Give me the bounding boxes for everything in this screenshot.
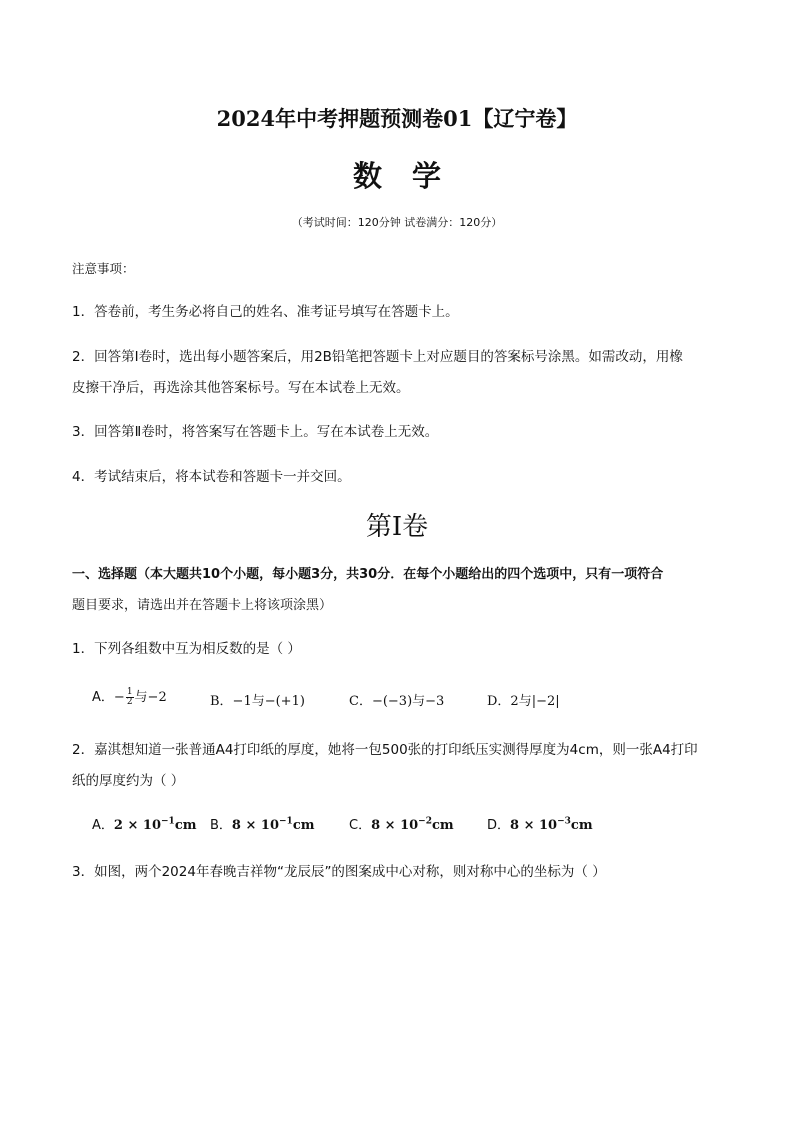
question-2-stem-line2: 纸的厚度约为（ ） [72,773,185,789]
q2-option-c: C．$8 \times 10^{-2}cm$ [349,816,454,833]
note-item-3: 3．回答第Ⅱ卷时，将答案写在答题卡上。写在本试卷上无效。 [72,424,439,440]
notes-heading: 注意事项： [72,261,135,276]
q1-option-b: B．−1与−(+1) [210,694,305,709]
section-intro-line1: 一、选择题（本大题共10个小题，每小题3分，共30分．在每个小题给出的四个选项中，只有一项符合 [72,567,664,582]
subject-title [0,154,794,195]
q1-fraction: $\frac{1}{2}$ [126,687,133,707]
q2-option-a: A．$2 \times 10^{-1}cm$ [92,816,197,833]
note-item-1: 1．答卷前，考生务必将自己的姓名、准考证号填写在答题卡上。 [72,304,459,320]
q2-option-d: D．$8 \times 10^{-3}cm$ [487,816,593,833]
subject-char-2: 学 [412,159,442,193]
section-title: 第Ⅰ卷 [365,512,429,542]
note-item-4: 4．考试结束后，将本试卷和答题卡一并交回。 [72,469,351,485]
q1-option-c: C．−(−3)与−3 [349,694,445,709]
section-intro-line2: 题目要求，请选出并在答题卡上将该项涂黑） [72,598,333,613]
subject-char-1: 数 [352,159,382,193]
q2-option-b: B．$8 \times 10^{-1}cm$ [210,816,315,833]
question-2-stem-line1: 2．嘉淇想知道一张普通A4打印纸的厚度，她将一包500张的打印纸压实测得厚度为4cm，则一张A4打印 [72,742,698,758]
question-1-stem: 1．下列各组数中互为相反数的是（ ） [72,641,301,657]
q1-option-a: A．− $\frac{1}{2}$ 与−2 [92,687,167,707]
q1-option-d: D．2与|−2| [487,694,560,709]
question-3-stem: 3．如图，两个2024年春晚吉祥物“龙辰辰”的图案成中心对称，则对称中心的坐标为（ ） [72,864,606,880]
exam-info: （考试时间：120分钟 试卷满分：120分） [291,216,503,229]
note-item-2: 2．回答第Ⅰ卷时，选出每小题答案后，用2B铅笔把答题卡上对应题目的答案标号涂黑。如需改动，用橡 [72,349,683,365]
page-title: 2024年中考押题预测卷01【辽宁卷】 [216,106,578,131]
note-item-2-cont: 皮擦干净后，再选涂其他答案标号。写在本试卷上无效。 [72,380,410,396]
